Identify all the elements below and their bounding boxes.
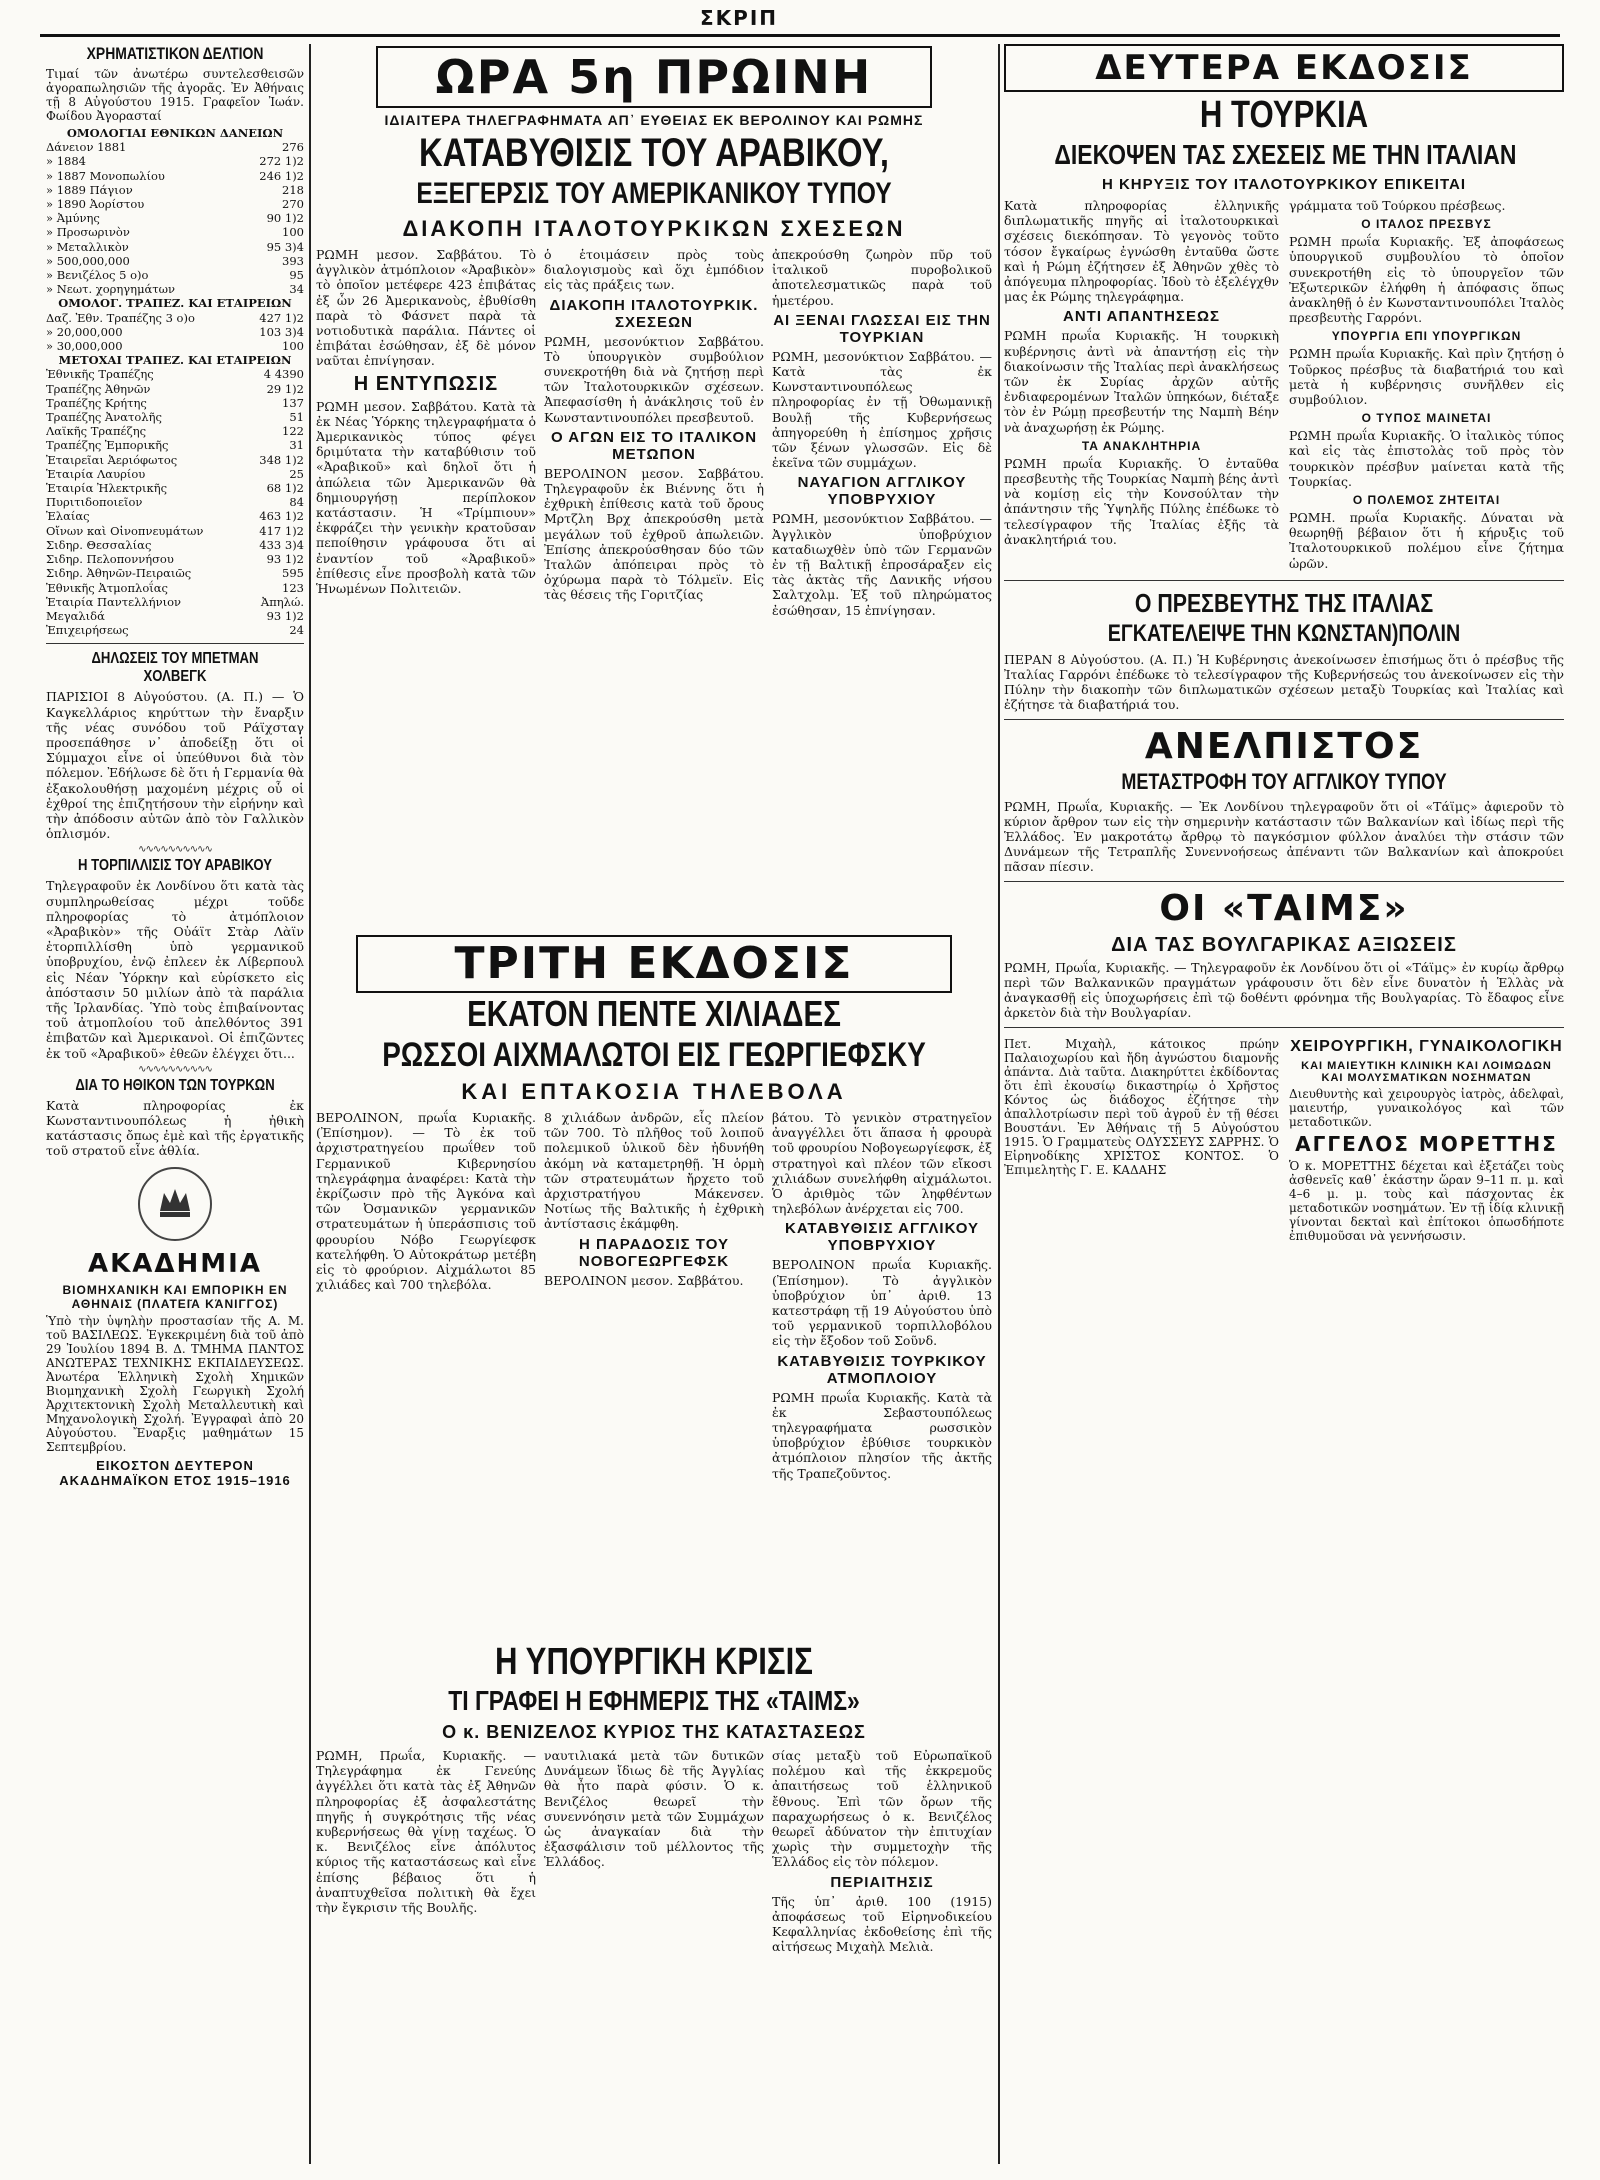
- article-body: ΡΩΜΗ πρωΐα Κυριακῆς. Καὶ πρὶν ζητήσῃ ὁ Τοῦρκος πρέσβυς τὰ διαβατήριά του καὶ μετὰ ἡ κυβέρνησις συνῆλθεν εἰς συμβούλιον.: [1289, 346, 1564, 408]
- article-column: [544, 1745, 764, 1957]
- article-body: ΡΩΜΗ, Πρωΐα, Κυριακῆς. — Ἐκ Λονδίνου τηλεγραφοῦν ὅτι οἱ «Τάϊμς» ἀφιεροῦν τὸ κύριον ἄρθρον των εἰς τὴν σημερινὴν κατάστασιν τῶν Βαλκανίων καὶ ἰδίως περὶ τῆς Ἑλλάδος. Ἐν μακροτάτῳ ἄρθρῳ τὸ παγκόσμιον φύλλον ἀναλύει τὴν στάσιν τῶν Δυνάμεων τῆς Τετραπλῆς Συνεννοήσεως ἀπέναντι τῶν Βαλκανίων καὶ ἀποκρούει πᾶσαν πίεσιν.: [1004, 798, 1564, 875]
- stock-price: 24: [289, 623, 304, 638]
- stock-row: [46, 424, 304, 438]
- left-column: [46, 44, 304, 2164]
- headline: ΟΙ «ΤΑΙΜΣ»: [1159, 887, 1409, 929]
- stock-row: [46, 325, 304, 339]
- masthead: [0, 0, 1600, 40]
- article-title: Η ΕΝΤΥΠΩΣΙΣ: [353, 372, 499, 395]
- article-body: ΡΩΜΗ, Πρωΐα, Κυριακῆς. — Τηλεγραφοῦν ἐκ Λονδίνου ὅτι οἱ «Τάϊμς» ἐν κυρίῳ ἄρθρῳ περὶ τῶν Βαλκανικῶν πραγμάτων γράφουσιν ὅτι δὲν εἶνε δυνατὸν ἡ Ἑλλὰς νὰ ἀναγκασθῇ εἰς ὑποχωρήσεις ἐπὶ τῷ δοθέντι φρόνημα τῆς Βουλγαρίας. Τὸ ἔδαφος εἶνε ἀρκετὸν διὰ τὴν Βουλγαρίαν.: [1004, 959, 1564, 1021]
- stock-row: [46, 211, 304, 225]
- article-column: [316, 1745, 536, 1957]
- divider: [46, 643, 304, 644]
- stock-name: Ἐπιχειρήσεως: [46, 623, 129, 638]
- edition-banner: ΤΡΙΤΗ ΕΚΔΟΣΙΣ: [356, 935, 952, 993]
- stock-name: Σιδηρ. Πελοποννήσου: [46, 552, 174, 567]
- article-column: [316, 1107, 536, 1484]
- stock-name: Δαζ. Ἐθν. Τραπέζης 3 ο)ο: [46, 310, 195, 325]
- article-body: ΠΑΡΙΣΙΟΙ 8 Αὐγούστου. (Α. Π.) — Ὁ Καγκελλάριος κηρύττων τὴν ἔναρξιν τῆς νέας συνόδου τοῦ Ράϊχσταγ προσεπάθησε ν᾽ ἀποδείξῃ ὅτι οἱ Σύμμαχοι εἶνε οἱ ὑπεύθυνοι διὰ τὸν πόλεμον. Ἐδήλωσε δὲ ὅτι ἡ Γερμανία θὰ ἐξακολουθήσῃ μαχομένη μέχρις οὗ οἱ ἐχθροί της ἐπιζητήσουν τὴν εἰρήνην καὶ τὴν ἀπόδοσιν αὐτῶν ἀπὸ τὸν Γαλλικὸν ὁπλισμόν.: [46, 689, 304, 842]
- ad-subtitle: ΚΑΙ ΜΑΙΕΥΤΙΚΗ ΚΛΙΝΙΚΗ ΚΑΙ ΛΟΙΜΩΔΩΝ ΚΑΙ ΜΟΛΥΣΜΑΤΙΚΩΝ ΝΟΣΗΜΑΤΩΝ: [1301, 1059, 1552, 1084]
- headline: ΔΙΑΚΟΠΗ ΙΤΑΛΟΤΟΥΡΚΙΚΩΝ ΣΧΕΣΕΩΝ: [402, 216, 906, 241]
- stock-row: [46, 581, 304, 595]
- stock-row: [46, 339, 304, 353]
- article-body: ΡΩΜΗ, μεσονύκτιον Σαββάτου. — Κατὰ τὰς ἐκ Κωνσταντινουπόλεως πληροφορίας ἐν τῇ Ὀθωμανικῇ Βουλῇ τῆς Κυβερνήσεως ἀπηγορεύθη ἡ ἐπίσημος χρῆσις τῶν ξένων γλωσσῶν. Εἰς δὲ ἐκεῖνα τῶν συμμάχων.: [772, 348, 992, 471]
- article-column: [544, 244, 764, 621]
- ad-subtitle: ΒΙΟΜΗΧΑΝΙΚΗ ΚΑΙ ΕΜΠΟΡΙΚΗ ΕΝ ΑΘΗΝΑΙΣ (ΠΛΑΤΕΙ͂Α ΚΆΝΙΓΓΟΣ): [62, 1282, 288, 1311]
- stock-row: [46, 453, 304, 467]
- stock-row: [46, 296, 304, 310]
- headline: ΑΝΕΛΠΙΣΤΟΣ: [1144, 725, 1424, 767]
- article-title: Η ΠΑΡΑΔΟΣΙΣ ΤΟΥ ΝΟΒΟΓΕΩΡΓΕΦΣΚ: [578, 1235, 730, 1270]
- headline: Η ΤΟΥΡΚΙΑ: [1199, 94, 1369, 136]
- stock-row: [46, 154, 304, 168]
- article-title: ΝΑΥΑΓΙΟΝ ΑΓΓΛΙΚΟΥ ΥΠΟΒΡΥΧΙΟΥ: [797, 474, 967, 509]
- clinic-ad: [1289, 1034, 1564, 1246]
- stock-row: [46, 552, 304, 566]
- stocks-intro: Τιμαί τῶν ἀνωτέρω συντελεσθεισῶν ἀγοραπωλησιῶν τῆς ἀγορᾶς. Ἐν Ἀθήναις τῇ 8 Αὐγούστου 1915. Γραφεῖον Ἰωάν. Φωίδου Ἀγορασταί: [46, 67, 304, 123]
- article-body: ΒΕΡΟΛΙΝΟΝ, πρωΐα Κυριακῆς. (Ἐπίσημον). — Τὸ ἐκ τοῦ ἀρχιστρατηγείου πρωΐθεν τοῦ Γερμανικοῦ Κιβερνησίου τηλεγράφημα ἀναφέρει: Κατὰ τὴν ἐκρίζωσιν πρὸ τῆς Ἀγκόνα καὶ τῶν Ὀσμανικῶν γερμανικῶν στρατευμάτων ἡ ὑπεράσπισις τοῦ φρουρίου Νόβο Γεωργίεφσκ κατελήφθη. Ὁ Αὐτοκράτωρ μετέβη εἰς τὸ φρούριον. Αἰχμάλωτοι 85 χιλιάδες καὶ 700 τηλεβόλα.: [316, 1110, 536, 1293]
- stock-price: 68 1)2: [266, 481, 304, 496]
- article-body: βάτου. Τὸ γενικὸν στρατηγεῖον ἀναγγέλλει ὅτι ἅπασα ἡ φρουρὰ τοῦ φρουρίου Νοβογεωργίεφσκ, ἐξ στρατηγοὶ καὶ πλέον τῶν εἴκοσι χιλιάδων συνελήφθη αἰχμάλωτοι. Ὁ ἀριθμὸς τῶν ληφθέντων τηλεβόλων ἀνέρχεται εἰς 700.: [772, 1110, 992, 1217]
- stock-row: [46, 353, 304, 367]
- stock-name: Πυριτιδοποιεῖον: [46, 495, 143, 510]
- headline: ΚΑΤΑΒΥΘΙΣΙΣ ΤΟΥ ΑΡΑΒΙΚΟΥ,: [418, 131, 890, 175]
- stock-price: 137: [282, 395, 304, 410]
- article-title: Ο ΤΥΠΟΣ ΜΑΙΝΕΤΑΙ: [1361, 411, 1492, 426]
- headline: ΕΞΕΓΕΡΣΙΣ ΤΟΥ ΑΜΕΡΙΚΑΝΙΚΟΥ ΤΥΠΟΥ: [416, 177, 892, 210]
- stock-name: Τραπέζης Κρήτης: [46, 395, 147, 410]
- stocks-table: [46, 126, 304, 637]
- stock-name: Ἐταιρεῖαι Ἀεριόφωτος: [46, 452, 178, 467]
- stock-row: [46, 254, 304, 268]
- headline: ΚΑΙ ΕΠΤΑΚΟΣΙΑ ΤΗΛΕΒΟΛΑ: [461, 1079, 847, 1104]
- stock-name: Δάνειον 1881: [46, 140, 127, 155]
- article-body: ΡΩΜΗ. πρωΐα Κυριακῆς. Δύναται νὰ θεωρηθῇ βέβαιον ὅτι ἡ κήρυξις τοῦ Ἰταλοτουρκικοῦ πολέμου εἶνε ζήτημα ὡρῶν.: [1289, 510, 1564, 571]
- stock-row: [46, 169, 304, 183]
- stock-name: » 1889 Πάγιον: [46, 182, 133, 197]
- stock-row: [46, 396, 304, 410]
- stock-row: [46, 566, 304, 580]
- stock-row: [46, 367, 304, 381]
- stock-name: » 1887 Μονοπωλίου: [46, 168, 165, 183]
- banner-subtitle: ΙΔΙΑΙΤΕΡΑ ΤΗΛΕΓΡΑΦΗΜΑΤΑ ΑΠ᾽ ΕΥΘΕΙΑΣ ΕΚ ΒΕΡΟΛΙΝΟΥ ΚΑΙ ΡΩΜΗΣ: [384, 112, 924, 128]
- article-title: ΚΑΤΑΒΥΘΙΣΙΣ ΤΟΥΡΚΙΚΟΥ ΑΤΜΟΠΛΟΙΟΥ: [777, 1352, 987, 1387]
- article-body: ΡΩΜΗ πρωΐα Κυριακῆς. Κατὰ τὰ ἐκ Σεβαστουπόλεως τηλεγραφήματα ρωσσικὸν ὑποβρύχιον ἐβύθισε τουρκικὸν ἀτμόπλοιον πλησίον τῆς ἀκτῆς τῆς Τραπεζοῦντος.: [772, 1389, 992, 1481]
- stock-name: Τραπέζης Ἐμπορικῆς: [46, 438, 169, 453]
- article-body: Κατὰ πληροφορίας ἐκ Κωνσταντινουπόλεως ἡ ἠθικὴ κατάστασις ὄπως ἐμὲ καὶ τῆς ἐργατικῆς τοῦ στρατοῦ εἶνε ἀθλία.: [46, 1097, 304, 1159]
- stock-price: 272 1)2: [259, 154, 304, 169]
- stock-name: ΟΜΟΛΟΓΙΑΙ ΕΘΝΙΚΩΝ ΔΑΝΕΙΩΝ: [66, 126, 284, 140]
- stock-row: [46, 126, 304, 140]
- stock-name: Ἐθνικῆς Τραπέζης: [46, 367, 154, 382]
- article-body: ΡΩΜΗ, Πρωΐα, Κυριακῆς. — Τηλεγράφημα ἐκ Γενεύης ἀγγέλλει ὅτι κατὰ τὰς ἐξ Ἀθηνῶν πληροφορίας ἐξ ἀσφαλεστάτης πηγῆς ἡ συγκρότησις τῆς νέας κυβερνήσεως θὰ γίνῃ ταχέως. Ὁ κ. Βενιζέλος εἶνε ἀπόλυτος κύριος τῆς καταστάσεως καὶ εἶνε ἐπίσης βέβαιος ὅτι ἡ ἀναπτυχθεῖσα πολιτικὴ θὰ ἔχει τὴν ἔγκρισιν τῆς Βουλῆς.: [316, 1748, 536, 1916]
- stock-name: » 1890 Ἀορίστου: [46, 197, 145, 212]
- stock-name: Ἑταιρία Παντελλήνιον: [46, 594, 181, 609]
- article-column: [316, 244, 536, 621]
- column-rule: [998, 44, 1000, 2164]
- stock-row: [46, 140, 304, 154]
- headline: ΜΕΤΑΣΤΡΟΦΗ ΤΟΥ ΑΓΓΛΙΚΟΥ ΤΥΠΟΥ: [1121, 768, 1447, 794]
- notice-body: Πετ. Μιχαὴλ, κάτοικος πρώην Παλαιοχωρίου καὶ ἤδη ἀγνώστου διαμονῆς ἀπάντα. Διὰ ταῦτα. Διακηρύττει ἐκδίδοντας ὅτι ἐπὶ ἐκουσίῳ δικαστηρίῳ ὁ Χρῆστος Κόντος ὡς διάδοχος ἐζήτησε τὴν ἀπαλλοτρίωσιν περὶ τοῦ ἀγροῦ ἐν τῇ θέσει Βουστάνι. Ἐν Ἀθήναις τῇ 5 Αὐγούστου 1915. Ὁ Γραμματεὺς ΟΔΥΣΣΕΥΣ ΣΑΡΡΗΣ. Ὁ Εἰρηνοδίκης ΧΡΙΣΤΟΣ ΚΟΝΤΟΣ. Ὁ Ἐπιμελητὴς Γ. Ε. ΚΑΔΑΗΣ: [1004, 1036, 1279, 1177]
- stock-name: Οἴνων καὶ Οἰνοπνευμάτων: [46, 523, 204, 538]
- stock-price: 348 1)2: [259, 452, 304, 467]
- article-column: [1004, 195, 1279, 574]
- stock-price: 90 1)2: [266, 211, 304, 226]
- stock-row: [46, 438, 304, 452]
- headline: Ο κ. ΒΕΝΙΖΕΛΟΣ ΚΥΡΙΟΣ ΤΗΣ ΚΑΤΑΣΤΑΣΕΩΣ: [442, 1722, 866, 1742]
- headline: ΕΚΑΤΟΝ ΠΕΝΤΕ ΧΙΛΙΑΔΕΣ: [467, 993, 841, 1034]
- stock-row: [46, 282, 304, 296]
- royal-crest-icon: [138, 1167, 212, 1241]
- ad-body: Ὁ κ. ΜΟΡΕΤΤΗΣ δέχεται καὶ ἐξετάζει τοὺς ἀσθενεῖς καθ᾽ ἑκάστην ὥραν 9–11 π. μ. καὶ 4–6 μ. μ. τοὺς καὶ πάσχοντας ἐκ μεταδοτικῶν νοσημάτων. Ἐν τῇ ἰδίᾳ κλινικῇ γίνονται δεκταὶ καὶ ἐπίτοκοι ὁπωσδήποτε ἐπιθυμοῦσαι νὰ γεννήσωσιν.: [1289, 1158, 1564, 1243]
- article-title: ΔΙΑ ΤΟ ΗΘΙΚΟΝ ΤΩΝ ΤΟΥΡΚΩΝ: [75, 1076, 275, 1094]
- stock-price: 84: [289, 495, 304, 510]
- stock-name: Τραπέζης Ἀθηνῶν: [46, 381, 151, 396]
- stock-name: » Βενιζέλος 5 ο)ο: [46, 268, 149, 283]
- article-body: 8 χιλιάδων ἀνδρῶν, εἶς πλείον τῶν 700. Τὸ πλῆθος τοῦ λοιποῦ πολεμικοῦ ὑλικοῦ δὲν ἠδυνήθη ἀκόμη νὰ καταμετρηθῇ. Ἡ ὁρμὴ τῶν στρατευμάτων ἤρχετο τοῦ ἀρχιστρατήγου Μάκενσεν. Νοτίως τῆς Βαλτικῆς ἡ ἐχθρικὴ ἀντίστασις ἐκάμφθη.: [544, 1110, 764, 1232]
- headline: ΡΩΣΣΟΙ ΑΙΧΜΑΛΩΤΟΙ ΕΙΣ ΓΕΩΡΓΙΕΦΣΚΥ: [382, 1036, 926, 1074]
- article-title: ΥΠΟΥΡΓΙΑ ΕΠΙ ΥΠΟΥΡΓΙΚΩΝ: [1331, 329, 1522, 344]
- stock-name: Σιδηρ. Ἀθηνῶν-Πειραιῶς: [46, 566, 192, 581]
- stock-price: 276: [282, 140, 304, 155]
- stock-price: 122: [282, 424, 304, 439]
- article-title: ΔΙΑΚΟΠΗ ΙΤΑΛΟΤΟΥΡΚΙΚ. ΣΧΕΣΕΩΝ: [549, 296, 759, 331]
- article-title: Ο ΑΓΩΝ ΕΙΣ ΤΟ ΙΤΑΛΙΚΟΝ ΜΕΤΩΠΟΝ: [550, 428, 758, 463]
- stock-price: 595: [282, 566, 304, 581]
- legal-notice: [1004, 1034, 1279, 1246]
- headline: Η ΚΗΡΥΞΙΣ ΤΟΥ ΙΤΑΛΟΤΟΥΡΚΙΚΟΥ ΕΠΙΚΕΙΤΑΙ: [1101, 176, 1467, 193]
- article-column: [544, 1107, 764, 1484]
- stock-price: 433 3)4: [259, 537, 304, 552]
- stock-price: 270: [282, 197, 304, 212]
- stock-price: 34: [289, 282, 304, 297]
- stock-row: [46, 225, 304, 239]
- article-title: Ο ΠΟΛΕΜΟΣ ΖΗΤΕΙΤΑΙ: [1352, 493, 1501, 508]
- ornament-divider: ∿∿∿∿∿∿∿∿∿∿: [138, 844, 212, 856]
- stock-row: [46, 609, 304, 623]
- article-body: ΡΩΜΗ πρωΐα Κυριακῆς. Ἐξ ἀποφάσεως ὑπουργικοῦ συμβουλίου τὸ ὁποῖον συνεκροτήθη εἰς τὸ ὑπουργεῖον τῶν Ἐξωτερικῶν ἐλήφθη ἡ ἀπόφασις ὅπως ἀνακληθῇ ὁ ἐν Κωνσταντινουπόλει Ἰταλὸς πρεσβευτὴς Γαρρόνι.: [1289, 234, 1564, 326]
- stock-name: ΜΕΤΟΧΑΙ ΤΡΑΠΕΖ. ΚΑΙ ΕΤΑΙΡΕΙΩΝ: [58, 353, 292, 368]
- stock-name: » Μεταλλικὸν: [46, 239, 129, 254]
- stock-row: [46, 538, 304, 552]
- stock-price: 100: [282, 339, 304, 354]
- article-body: ναυτιλιακά μετὰ τῶν δυτικῶν Δυνάμεων ἴδιως δὲ τῆς Ἀγγλίας θὰ ἦτο παρὰ φύσιν. Ὁ κ. Βενιζέλος θεωρεῖ τὴν συνεννόησιν μετὰ τῶν Συμμάχων ὡς ἀναγκαίαν διὰ τὴν ἐξασφάλισιν τοῦ μέλλοντος τῆς Ἑλλάδος.: [544, 1748, 764, 1870]
- stock-price: 25: [289, 466, 304, 481]
- headline: ΤΙ ΓΡΑΦΕΙ Η ΕΦΗΜΕΡΙΣ ΤΗΣ «ΤΑΙΜΣ»: [448, 1685, 860, 1716]
- article-title: ΠΕΡΙΑΙΤΗΣΙΣ: [830, 1873, 934, 1891]
- article-body: ΡΩΜΗ, μεσονύκτιον Σαββάτου. — Ἀγγλικὸν ὑποβρύχιον καταδιωχθὲν ὑπὸ τῶν Γερμανῶν ἐν τῇ Βαλτικῇ ἐπροσάραξεν εἰς τὰς ἀκτὰς τῆς Δανικῆς νήσου Σαλτχολμ. Ἐξ τοῦ πληρώματος ἐσώθησαν, 15 ἐπνίγησαν.: [772, 511, 992, 618]
- divider: [1004, 719, 1564, 720]
- stock-price: 103 3)4: [259, 324, 304, 339]
- article-column: [772, 1745, 992, 1957]
- article-body: ΡΩΜΗ πρωΐα Κυριακῆς. Ὁ ἐνταῦθα πρεσβευτὴς τῆς Τουρκίας Ναμπὴ βέης ἀντὶ νὰ κομίσῃ εἰς τὴν Κονσούλταν τὴν ἀπάντησιν τῆς Ὑψηλῆς Πύλης ἐπέδωκε τὸ τελεσίγραφον τῆς Ἰταλίας ἐξῆς τὰ ἀνακλητήριά του.: [1004, 455, 1279, 547]
- headline: ΔΙΑ ΤΑΣ ΒΟΥΛΓΑΡΙΚΑΣ ΑΞΙΩΣΕΙΣ: [1111, 933, 1457, 956]
- stock-row: [46, 240, 304, 254]
- article-title: ΑΙ ΞΕΝΑΙ ΓΛΩΣΣΑΙ ΕΙΣ ΤΗΝ ΤΟΥΡΚΙΑΝ: [773, 311, 991, 346]
- stock-row: [46, 197, 304, 211]
- article-body: ὁ ἑτοιμάσειν πρὸς τοὺς διαλογισμοὺς καὶ ὅχι ἐμπόδιον εἰς τὰς πράξεις των.: [544, 247, 764, 293]
- article-body: ΡΩΜΗ πρωΐα Κυριακῆς. Ἡ τουρκικὴ κυβέρνησις ἀντὶ νὰ ἀπαντήσῃ εἰς τὴν διακοίνωσιν τῆς Ἰταλίας περὶ ἀνακλήσεως τῶν ἐκ Συρίας ἀρχῶν αὐτῆς ἐνδιαφερομένων Ἰταλῶν ὑπηκόων, διέταξε τὸν ἐν Ρώμῃ πρεσβευτήν της Ναμπὴ Βέην νὰ ἀναχωρήσῃ ἐκ Ρώμης.: [1004, 328, 1279, 435]
- stock-price: 246 1)2: [259, 168, 304, 183]
- ad-body: Ὑπὸ τὴν ὑψηλὴν προστασίαν τῆς Α. Μ. τοῦ ΒΑΣΙΛΕΩΣ. Ἐγκεκριμένη διὰ τοῦ ἀπὸ 29 Ἰουλίου 1894 Β. Δ. ΤΜΗΜΑ ΠΑΝΤΟΣ ΑΝΩΤΕΡΑΣ ΤΕΧΝΙΚΗΣ ΕΚΠΑΙΔΕΥΣΕΩΣ. Ἀνωτέρα Ἑλληνικὴ Σχολὴ Χημικῶν Βιομηχανικὴ Σχολὴ Γεωργικὴ Σχολή Ἀρχιτεκτονικὴ Σχολὴ Μεταλλευτικὴ καὶ Μηχανολογικὴ Σχολή. Ἐγγραφαὶ ἀπὸ 20 Αὐγούστου. Ἔναρξις μαθημάτων 15 Σεπτεμβρίου.: [46, 1313, 304, 1454]
- article-body: Κατὰ πληροφορίας ἐλληνικῆς διπλωματικῆς πηγῆς αἱ ἰταλοτουρκικαὶ σχέσεις διεκόπησαν. Τὸ γεγονὸς τοῦτο τόσον ἔγκαίρως ἐγνώσθη ἐνταῦθα ὥστε καὶ ἡ Ρώμη ἐζήτησεν ἐξ Ἀθηνῶν χθὲς τὸ ἀπόγευμα πληροφορίας. Ἰδοὺ τὸ ἐξελέγχθν μας ἐκ Ρώμης τηλεγράφημα.: [1004, 198, 1279, 305]
- article-body: ΒΕΡΟΛΙΝΟΝ μεσον. Σαββάτου.: [544, 1272, 744, 1288]
- headline: ΔΙΕΚΟΨΕΝ ΤΑΣ ΣΧΕΣΕΙΣ ΜΕ ΤΗΝ ΙΤΑΛΙΑΝ: [1054, 139, 1517, 170]
- stock-row: [46, 467, 304, 481]
- article-body: ΒΕΡΟΛΙΝΟΝ μεσον. Σαββάτου. Τηλεγραφοῦν ἐκ Βιέννης ὅτι ἡ ἐχθρικὴ ἐπίθεσις κατὰ τοῦ ὄρους Μρτζλη Βρχ ἀπεκρούσθη μετὰ μεγάλων τοῦ ἐχθροῦ ἀπωλειῶν. Ἐπίσης ἀπεκρούσθησαν δύο τῶν Ἰταλῶν ἀπόπειραι πρὸς τὸ ὀχύρωμα παρὰ τὸ Τόλμεϊν. Εἰς τὰς θέσεις τῆς Γοριτζίας: [544, 465, 764, 603]
- stock-price: 93 1)2: [266, 552, 304, 567]
- stock-price: 218: [282, 182, 304, 197]
- stock-name: » Ἀμύνης: [46, 211, 100, 226]
- article-body: ΡΩΜΗ, μεσονύκτιον Σαββάτου. Τὸ ὑπουργικὸν συμβούλιον συνεκροτήθη διὰ νὰ ζητήσῃ περὶ τῶν Ἰταλοτουρκικῶν σχέσεων. Ἀπεφασίσθη ἡ ἀνάκλησις τοῦ ἐν Κωνσταντινουπόλει πρεσβευτοῦ.: [544, 333, 764, 425]
- stock-name: » Νεωτ. χορηγημάτων: [46, 282, 176, 297]
- stock-name: Μεγαλιδά: [46, 608, 105, 623]
- edition-banner: ΔΕΥΤΕΡΑ ΕΚΔΟΣΙΣ: [1004, 44, 1564, 92]
- ad-footer: ΕΙΚΟΣΤΟΝ ΔΕΥΤΕΡΟΝ ΑΚΑΔΗΜΑΪΚΟΝ ΕΤΟΣ 1915–1916: [59, 1457, 291, 1488]
- stock-price: 95 3)4: [266, 239, 304, 254]
- article-body: Τῆς ὑπ᾽ ἀριθ. 100 (1915) ἀποφάσεως τοῦ Εἰρηνοδικείου Κεφαλληνίας ἐκδοθείσης ἐπὶ τῆς αἰτήσεως Μιχαὴλ Μελιὰ.: [772, 1893, 992, 1955]
- article-column: [772, 1107, 992, 1484]
- article-body: ΒΕΡΟΛΙΝΟΝ πρωΐα Κυριακῆς. (Ἐπίσημον). Τὸ ἀγγλικὸν ὑποβρύχιον ὑπ᾽ ἀριθ. 13 κατεστράφη τῇ 19 Αὐγούστου ὑπὸ τοῦ γερμανικοῦ τορπιλλοβόλου εἰς τὴν ἔξοδον τοῦ Σοῦνδ.: [772, 1257, 992, 1349]
- stock-name: Σιδηρ. Θεσσαλίας: [46, 537, 152, 552]
- stock-row: [46, 509, 304, 523]
- article-title: Ο ΙΤΑΛΟΣ ΠΡΕΣΒΥΣ: [1361, 217, 1492, 232]
- right-column: [1004, 44, 1564, 2164]
- ad-title: ΧΕΙΡΟΥΡΓΙΚΗ, ΓΥΝΑΙΚΟΛΟΓΙΚΗ: [1290, 1037, 1563, 1055]
- article-column: [772, 244, 992, 621]
- article-body: ΡΩΜΗ μεσον. Σαββάτου. Τὸ ἀγγλικὸν ἀτμόπλοιον «Ἀραβικὸν» τὸ ὁποῖον μετέφερε 423 ἐπιβάτας ἐξ ὧν 26 Ἀμερικανοὺς, ἐβυθίσθη παρὰ τὸ Φάσνετ παρὰ τὰ νοτιοδυτικὰ παράλια. Πάντες οἱ ἐπιβάται ἐσώθησαν, ἐξ δὲ μόνον ναῦται ἐπνίγησαν.: [316, 247, 536, 369]
- stock-row: [46, 623, 304, 637]
- headline: Ο ΠΡΕΣΒΕΥΤΗΣ ΤΗΣ ΙΤΑΛΙΑΣ: [1134, 587, 1434, 618]
- stock-name: Ἑταιρία Ἠλεκτρικῆς: [46, 481, 168, 496]
- divider: [1004, 881, 1564, 882]
- stock-row: [46, 268, 304, 282]
- stocks-title: ΧΡΗΜΑΤΙΣΤΙΚΟΝ ΔΕΛΤΙΟΝ: [86, 44, 264, 63]
- article-body: ΡΩΜΗ πρωΐα Κυριακῆς. Ὁ ἰταλικὸς τύπος καὶ εἰς τὰς ἐπιστολὰς τοῦ πρὸς τὸν τουρκικὸν πρέσβυν μαίνεται κατὰ τῆς Τουρκίας.: [1289, 428, 1564, 489]
- article-columns: [316, 244, 992, 621]
- article-column: [1289, 195, 1564, 574]
- article-body: ΡΩΜΗ μεσον. Σαββάτου. Κατὰ τὰ ἐκ Νέας Ὑόρκης τηλεγραφήματα ὁ Ἀμερικανικὸς τύπος φέγει δριμύτατα τὴν καταβύθισιν τοῦ «Ἀραβικοῦ» καὶ δηλοῖ ὅτι ἡ ἀπώλεια τῶν Ἀμερικανῶν θὰ δημιουργήσῃ περίπλοκον κατάστασιν. Ἡ «Τρίμπιουν» ἐκφράζει τὴν γενικὴν κρατοῦσαν πεποίθησιν γράφουσα ὅτι αἱ ἐναντίον τοῦ «Ἀραβικοῦ» ἐπίθεσις εἶνε προσβολὴ κατὰ τῶν Ἡνωμένων Πολιτειῶν.: [316, 398, 536, 597]
- stock-row: [46, 311, 304, 325]
- article-body: ΠΕΡΑΝ 8 Αὐγούστου. (Α. Π.) Ἡ Κυβέρνησις ἀνεκοίνωσεν ἐπισήμως ὅτι ὁ πρέσβυς τῆς Ἰταλίας Γαρρόνι ἐπέδωκε τὸ τελεσίγραφον τῆς Κυβερνήσεώς του ἀνεκοίνωσεν εἰς τὴν Πύλην τὴν διακοπὴν τῶν διπλωματικῶν σχέσεων μεταξὺ Τουρκίας καὶ Ἰταλίας καὶ ἐζήτησε τὰ διαβατήριά του.: [1004, 651, 1564, 713]
- article-body: σίας μεταξὺ τοῦ Εὐρωπαϊκοῦ πολέμου καὶ τῆς ἐκκρεμοῦς ἀπαιτήσεως τοῦ ἑλληνικοῦ ἔθνους. Ἐπὶ τῶν ὄρων τῆς παραχωρήσεως ὁ κ. Βενιζέλος θεωρεῖ ἀδύνατον τὴν ἐπιτυχίαν χωρὶς τὴν συμμετοχὴν τῆς Ἑλλάδος εἰς τὸν πόλεμον.: [772, 1748, 992, 1870]
- ad-name: ΑΓΓΕΛΟΣ ΜΟΡΕΤΤΗΣ: [1295, 1131, 1558, 1156]
- headline: ΕΓΚΑΤΕΛΕΙΨΕ ΤΗΝ ΚΩΝΣΤΑΝ)ΠΟΛΙΝ: [1107, 619, 1461, 647]
- stock-price: 31: [289, 438, 304, 453]
- stock-row: [46, 495, 304, 509]
- article-title: ΑΝΤΙ ΑΠΑΝΤΗΣΕΩΣ: [1063, 308, 1220, 326]
- stock-name: » 1884: [46, 154, 86, 169]
- column-rule: [309, 44, 311, 2164]
- stock-row: [46, 595, 304, 609]
- classified-columns: [1004, 1034, 1564, 1246]
- edition-banner: ΩΡΑ 5η ΠΡΩΙΝΗ: [376, 46, 932, 108]
- article-body: ἀπεκρούσθη ζωηρὸν πῦρ τοῦ ἰταλικοῦ πυροβολικοῦ ἀποτελεσματικῶς παρὰ τοῦ ἡμετέρου.: [772, 247, 992, 308]
- masthead-rule: [40, 34, 1560, 37]
- stock-name: » Προσωρινὸν: [46, 225, 130, 240]
- stock-price: 100: [282, 225, 304, 240]
- stock-row: [46, 183, 304, 197]
- center-column: [316, 44, 992, 924]
- stock-price: 29 1)2: [266, 381, 304, 396]
- stock-price: 463 1)2: [259, 509, 304, 524]
- article-title: Η ΤΟΡΠΙΛΛΙΣΙΣ ΤΟΥ ΑΡΑΒΙΚΟΥ: [77, 857, 272, 875]
- stock-price: 93 1)2: [266, 608, 304, 623]
- stock-price: 123: [282, 580, 304, 595]
- stock-name: Λαϊκῆς Τραπέζης: [46, 424, 147, 439]
- ornament-divider: ∿∿∿∿∿∿∿∿∿∿: [138, 1063, 212, 1075]
- stock-price: 393: [282, 253, 304, 268]
- stock-row: [46, 481, 304, 495]
- article-body: Τηλεγραφοῦν ἐκ Λονδίνου ὅτι κατὰ τὰς συμπληρωθείσας μέχρι τοῦδε πληροφορίας τὸ ἀτμόπλοιον «Ἀραβικὸν» τῆς Οὐάϊτ Στὰρ Λὰϊν ἐτορπιλλίσθη ὑπὸ γερμανικοῦ ὑποβρυχίου, ἐνῷ ἐπλεεν ἐκ Λίβερπουλ εἰς Νέαν Ὑόρκην καὶ εὑρίσκετο εἰς ἀπόστασιν 50 μιλίων ἀπὸ τὰ παράλια τῆς Ἰρλανδίας. Ὑπὸ τοὺς ἐπιβαίνοντας τοῦ ἀτμοπλοίου τοῦ ἀπελθόντος 391 ἐπιβατῶν καὶ Ἀμερικανοὶ. Οἱ ἐπιζῶντες ἐκ τοῦ «Ἀραβικοῦ» ἐθεῶν ἐλέγχει ὅτι...: [46, 878, 304, 1061]
- article-columns: [316, 1745, 992, 1957]
- divider: [1004, 1027, 1564, 1028]
- stock-name: » 20,000,000: [46, 324, 123, 339]
- third-edition-section: [316, 935, 992, 1625]
- article-columns: [316, 1107, 992, 1484]
- ad-title: ΑΚΑΔΗΜΙΑ: [88, 1248, 262, 1279]
- stock-name: » 500,000,000: [46, 253, 130, 268]
- stock-name: Ἑταιρία Λαυρίου: [46, 466, 146, 481]
- article-body: γράμματα τοῦ Τούρκου πρέσβεως.: [1289, 198, 1506, 213]
- article-title: ΚΑΤΑΒΥΘΙΣΙΣ ΑΓΓΛΙΚΟΥ ΥΠΟΒΡΥΧΙΟΥ: [785, 1220, 979, 1255]
- ministerial-crisis-section: [316, 1640, 992, 2160]
- stock-name: Τραπέζης Ἀνατολῆς: [46, 410, 162, 425]
- article-title: ΔΗΛΩΣΕΙΣ ΤΟΥ ΜΠΕΤΜΑΝ ΧΟΛΒΕΓΚ: [91, 650, 259, 686]
- stock-price: 95: [289, 268, 304, 283]
- stock-name: ΟΜΟΛΟΓ. ΤΡΑΠΕΖ. ΚΑΙ ΕΤΑΙΡΕΙΩΝ: [58, 296, 292, 311]
- article-columns: [1004, 195, 1564, 574]
- article-title: ΤΑ ΑΝΑΚΛΗΤΗΡΙΑ: [1081, 438, 1202, 453]
- stock-price: 4 4390: [263, 367, 304, 382]
- stock-price: Ἀπηλώ.: [260, 594, 304, 609]
- newspaper-title: ΣΚΡΙΠ: [700, 6, 778, 30]
- divider: [1004, 580, 1564, 581]
- stock-row: [46, 382, 304, 396]
- stock-price: 417 1)2: [259, 523, 304, 538]
- stock-row: [46, 410, 304, 424]
- stock-name: Ἐθνικῆς Ἀτμοπλοΐας: [46, 580, 168, 595]
- stock-name: Ἐλαίας: [46, 509, 90, 524]
- stock-row: [46, 524, 304, 538]
- ad-body: Διευθυντὴς καὶ χειρουργὸς ἰατρὸς, ἀδελφαὶ, μαιευτήρ, γυναικολόγος καὶ τῶν μεταδοτικῶν.: [1289, 1086, 1564, 1129]
- stock-price: 51: [289, 410, 304, 425]
- stock-price: 427 1)2: [259, 310, 304, 325]
- headline: Η ΥΠΟΥΡΓΙΚΗ ΚΡΙΣΙΣ: [495, 1641, 813, 1683]
- stock-name: » 30,000,000: [46, 339, 123, 354]
